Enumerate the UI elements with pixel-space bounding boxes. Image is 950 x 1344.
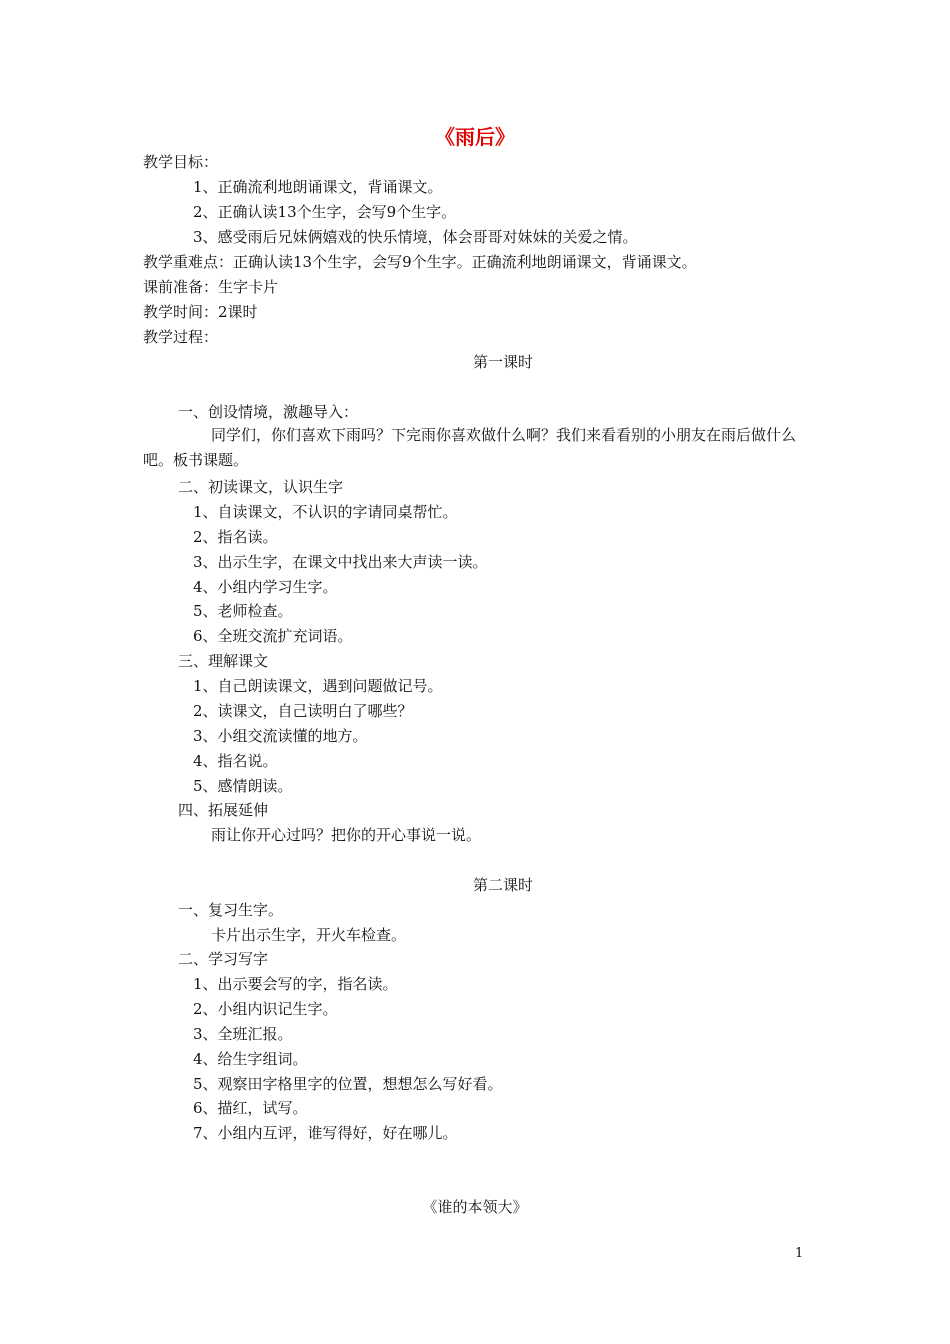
- list-item: 7、小组内互评，谁写得好，好在哪儿。: [193, 1124, 458, 1142]
- list-item: 6、全班交流扩充词语。: [193, 627, 353, 645]
- list-item: 3、小组交流读懂的地方。: [193, 727, 368, 745]
- lesson1-section3-heading: 三、理解课文: [178, 652, 269, 670]
- preparation: 课前准备：生字卡片: [143, 278, 279, 296]
- list-item: 2、读课文，自己读明白了哪些？: [193, 702, 413, 720]
- lesson2-section1-heading: 一、复习生字。: [178, 901, 284, 919]
- goal-item: 2、正确认读13个生字，会写9个生字。: [193, 203, 457, 221]
- list-item: 5、感情朗读。: [193, 777, 293, 795]
- list-item: 5、老师检查。: [193, 602, 293, 620]
- document-title: 《雨后》: [435, 125, 515, 149]
- teaching-time: 教学时间：2课时: [143, 303, 258, 321]
- lesson1-section4-heading: 四、拓展延伸: [178, 801, 269, 819]
- key-points: 教学重难点：正确认读13个生字，会写9个生字。正确流利地朗诵课文，背诵课文。: [143, 253, 697, 271]
- goal-item: 3、感受雨后兄妹俩嬉戏的快乐情境，体会哥哥对妹妹的关爱之情。: [193, 228, 638, 246]
- lesson1-section1-heading: 一、创设情境，激趣导入：: [178, 403, 359, 421]
- list-item: 5、观察田字格里字的位置，想想怎么写好看。: [193, 1075, 503, 1093]
- goal-item: 1、正确流利地朗诵课文，背诵课文。: [193, 178, 443, 196]
- lesson1-section1-text: 同学们，你们喜欢下雨吗？下完雨你喜欢做什么啊？我们来看看别的小朋友在雨后做什么吧。板书课题。: [143, 426, 797, 469]
- list-item: 2、小组内识记生字。: [193, 1000, 338, 1018]
- process-heading: 教学过程：: [143, 328, 219, 346]
- list-item: 4、小组内学习生字。: [193, 578, 338, 596]
- list-item: 1、出示要会写的字，指名读。: [193, 975, 398, 993]
- list-item: 1、自己朗读课文，遇到问题做记号。: [193, 677, 443, 695]
- next-lesson-title: 《谁的本领大》: [422, 1198, 528, 1216]
- list-item: 1、自读课文，不认识的字请同桌帮忙。: [193, 503, 458, 521]
- lesson1-heading: 第一课时: [472, 353, 533, 371]
- goals-heading: 教学目标：: [143, 153, 219, 171]
- lesson1-section2-heading: 二、初读课文，认识生字: [178, 478, 344, 496]
- list-item: 4、给生字组词。: [193, 1050, 308, 1068]
- list-item: 3、全班汇报。: [193, 1025, 293, 1043]
- lesson1-section4-text: 雨让你开心过吗？把你的开心事说一说。: [211, 826, 482, 844]
- lesson2-heading: 第二课时: [472, 876, 533, 894]
- list-item: 3、出示生字，在课文中找出来大声读一读。: [193, 553, 488, 571]
- lesson2-section2-heading: 二、学习写字: [178, 950, 269, 968]
- page-number: 1: [795, 1246, 804, 1261]
- lesson2-section1-text: 卡片出示生字，开火车检查。: [211, 926, 407, 944]
- list-item: 4、指名说。: [193, 752, 278, 770]
- list-item: 6、描红，试写。: [193, 1099, 308, 1117]
- list-item: 2、指名读。: [193, 528, 278, 546]
